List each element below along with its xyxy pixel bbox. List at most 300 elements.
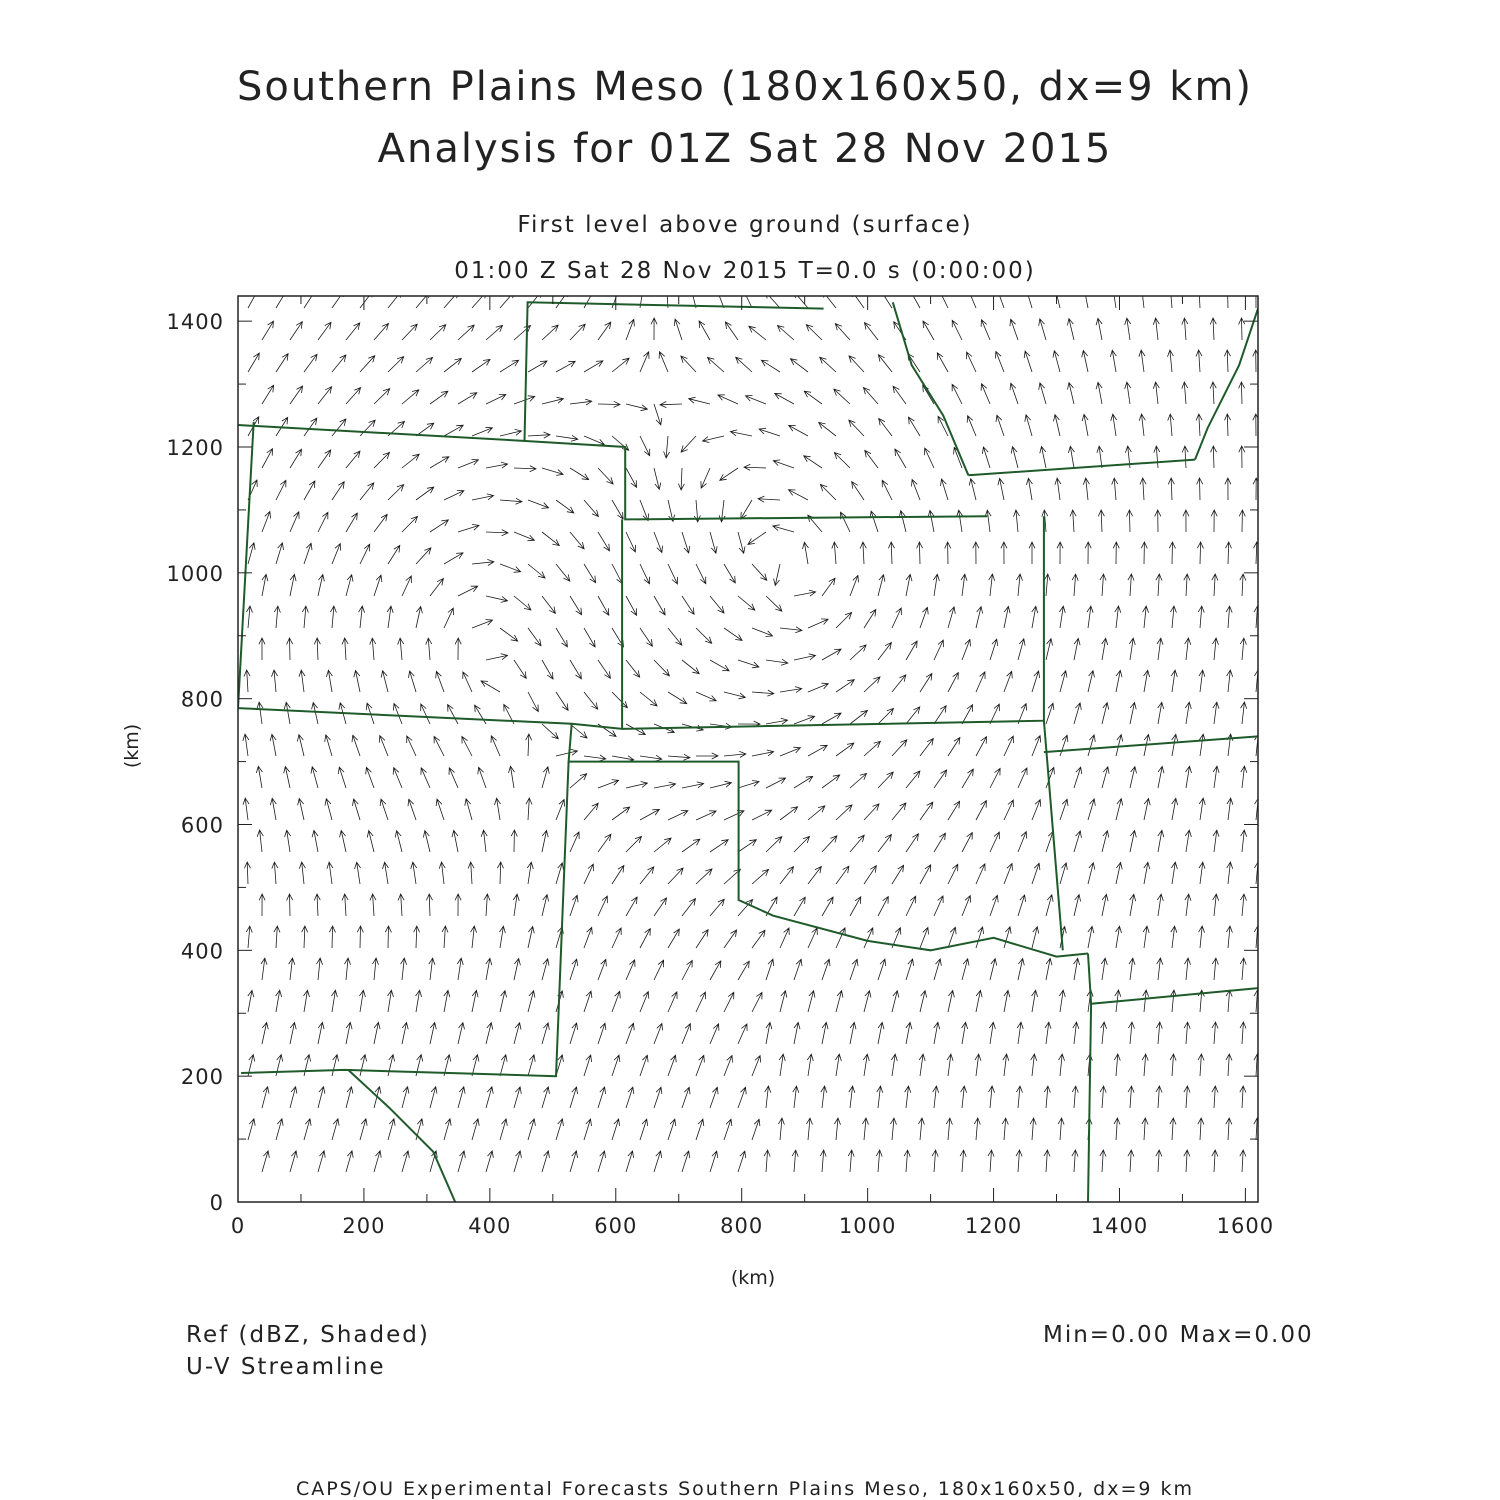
wind-arrow [682, 961, 692, 981]
wind-arrow [766, 1022, 772, 1044]
wind-arrow [962, 640, 971, 661]
wind-arrow [1059, 1054, 1065, 1076]
wind-arrow [807, 1054, 813, 1076]
wind-arrow [962, 896, 971, 916]
wind-arrow [878, 772, 893, 788]
wind-arrow [730, 430, 752, 436]
wind-arrow [481, 830, 487, 852]
wind-arrow [388, 291, 402, 308]
wind-arrow [1213, 766, 1219, 788]
wind-arrow [808, 806, 825, 820]
wind-arrow [938, 416, 948, 436]
wind-arrow [1057, 542, 1063, 564]
wind-arrow [486, 395, 506, 405]
wind-arrow [960, 1150, 966, 1172]
wind-arrow [1116, 670, 1122, 692]
wind-arrow [1168, 478, 1174, 500]
wind-arrow [1039, 319, 1046, 340]
wind-arrow [259, 638, 265, 660]
wind-arrow [906, 1022, 912, 1044]
wind-arrow [570, 1023, 578, 1044]
wind-arrow [1016, 1086, 1022, 1108]
y-tick-label: 1400 [166, 310, 224, 335]
wind-arrow [370, 894, 376, 916]
wind-arrow [509, 766, 515, 788]
wind-arrow [1144, 799, 1150, 821]
wind-arrow [528, 991, 535, 1012]
wind-arrow [262, 574, 268, 596]
wind-arrow [326, 670, 332, 692]
wind-arrow [710, 1151, 718, 1172]
wind-arrow [836, 866, 849, 884]
wind-arrow [976, 990, 982, 1012]
wind-arrow [1129, 638, 1135, 660]
wind-arrow [710, 532, 717, 553]
wind-arrow [752, 870, 769, 885]
wind-arrow [1143, 606, 1149, 628]
wind-arrow [925, 448, 934, 468]
wind-arrow [257, 702, 263, 724]
wind-arrow [584, 500, 598, 517]
wind-arrow [584, 927, 592, 948]
wind-arrow [1128, 574, 1134, 596]
wind-arrow [355, 862, 361, 884]
wind-arrow [256, 766, 262, 788]
wind-arrow [340, 831, 346, 853]
wind-arrow [1082, 286, 1088, 308]
wind-arrow [287, 894, 293, 916]
wind-arrow [584, 1119, 592, 1140]
wind-arrow [246, 926, 252, 948]
wind-arrow [640, 809, 659, 820]
wind-arrow [584, 1055, 592, 1076]
wind-arrow [318, 387, 332, 404]
wind-arrow [1130, 894, 1136, 916]
wind-arrow [370, 638, 376, 660]
wind-arrow [430, 325, 446, 340]
wind-arrow [528, 927, 534, 949]
wind-arrow [542, 895, 549, 916]
wind-arrow [458, 459, 478, 468]
wind-arrow [1070, 510, 1076, 532]
wind-arrow [962, 1022, 968, 1044]
wind-arrow [542, 596, 555, 613]
wind-arrow [1185, 702, 1191, 724]
wind-arrow [945, 542, 951, 564]
wind-arrow [570, 468, 589, 480]
wind-arrow [836, 928, 845, 948]
wind-arrow [862, 1118, 868, 1140]
wind-arrow [1227, 798, 1233, 820]
wind-arrow [495, 798, 501, 820]
wind-arrow [905, 1086, 911, 1108]
wind-arrow [556, 500, 574, 513]
wind-arrow [458, 1023, 465, 1044]
wind-arrow [1213, 638, 1219, 660]
wind-arrow [352, 735, 360, 756]
wind-arrow [1199, 798, 1205, 820]
wind-arrow [710, 596, 724, 613]
wind-arrow [668, 992, 677, 1012]
wind-arrow [792, 1150, 798, 1172]
wind-arrow [430, 1087, 437, 1108]
wind-arrow [689, 397, 710, 404]
wind-arrow [612, 500, 623, 519]
wind-arrow [1016, 1150, 1022, 1172]
wind-arrow [674, 319, 682, 340]
wind-arrow [346, 388, 361, 404]
wind-arrow [373, 958, 379, 980]
wind-arrow [920, 674, 932, 693]
wind-arrow [724, 564, 735, 583]
wind-arrow [584, 628, 595, 647]
wind-arrow [1226, 1118, 1232, 1140]
wind-arrow [287, 638, 293, 660]
wind-arrow [1169, 542, 1175, 564]
wind-arrow [948, 673, 958, 692]
wind-arrow [1116, 735, 1123, 756]
wind-arrow [598, 596, 609, 615]
wind-arrow [556, 863, 563, 884]
wind-arrow [317, 958, 323, 980]
wind-arrow [976, 672, 985, 692]
wind-arrow [1240, 1150, 1246, 1172]
wind-arrow [1116, 926, 1122, 948]
wind-arrow [659, 352, 668, 372]
wind-arrow [500, 291, 514, 308]
wind-arrow [528, 361, 547, 372]
wind-arrow [416, 607, 422, 629]
wind-arrow [850, 576, 859, 597]
wind-arrow [668, 628, 682, 645]
state-boundary-line [893, 302, 969, 475]
wind-arrow [276, 543, 284, 564]
wind-arrow [724, 1119, 732, 1140]
wind-arrow [1212, 574, 1218, 596]
wind-arrow [985, 510, 991, 532]
wind-arrow [877, 1086, 883, 1108]
wind-arrow [736, 357, 752, 372]
wind-arrow [923, 321, 934, 340]
wind-arrow [430, 457, 449, 468]
wind-arrow [664, 436, 670, 458]
wind-arrow [304, 481, 315, 500]
wind-arrow [325, 735, 332, 756]
wind-arrow [941, 479, 949, 500]
wind-arrow [471, 926, 477, 948]
wind-arrow [486, 530, 508, 536]
wind-arrow [1158, 702, 1164, 724]
wind-arrow [752, 992, 762, 1012]
wind-arrow [486, 1087, 493, 1108]
wind-arrow [272, 670, 278, 692]
wind-arrow [1156, 1150, 1162, 1172]
state-boundary-line [238, 425, 987, 519]
wind-arrow [411, 862, 417, 884]
wind-arrow [612, 692, 627, 708]
wind-arrow [710, 1024, 719, 1044]
wind-arrow [1032, 927, 1039, 948]
wind-arrow [388, 545, 400, 564]
wind-arrow [724, 1056, 733, 1077]
wind-arrow [758, 496, 780, 502]
wind-arrow [752, 930, 765, 948]
wind-arrow [395, 831, 402, 852]
wind-arrow [429, 958, 435, 980]
wind-arrow [864, 991, 871, 1012]
wind-arrow [878, 643, 891, 661]
wind-arrow [761, 360, 780, 372]
y-tick-label: 600 [180, 813, 224, 838]
wind-arrow [654, 404, 662, 425]
wind-arrow [766, 959, 774, 980]
wind-arrow [346, 513, 357, 532]
wind-arrow [290, 386, 303, 404]
wind-arrow [500, 1119, 507, 1140]
wind-arrow [398, 894, 404, 916]
wind-arrow [738, 781, 759, 789]
wind-arrow [794, 291, 808, 308]
wind-arrow [299, 862, 305, 884]
wind-arrow [870, 511, 878, 532]
state-boundary-line [348, 1070, 455, 1202]
wind-arrow [526, 734, 532, 756]
wind-arrow [928, 510, 934, 532]
wind-arrow [682, 839, 700, 852]
wind-arrow [402, 1023, 408, 1045]
wind-arrow [290, 322, 302, 340]
wind-arrow [1102, 831, 1109, 852]
wind-arrow [1239, 382, 1245, 404]
wind-arrow [1018, 639, 1025, 660]
wind-arrow [836, 805, 852, 820]
wind-arrow [626, 319, 634, 340]
y-tick-label: 1000 [166, 561, 224, 586]
wind-arrow [962, 959, 969, 980]
wind-arrow [612, 1055, 620, 1076]
wind-arrow [1267, 382, 1273, 404]
plot-frame [238, 296, 1258, 1202]
wind-arrow [878, 835, 891, 853]
wind-arrow [1128, 1022, 1134, 1044]
wind-arrow [766, 718, 788, 724]
wind-arrow [318, 1022, 324, 1044]
wind-arrow [380, 799, 388, 820]
wind-arrow [864, 866, 876, 884]
wind-arrow [863, 1054, 869, 1076]
wind-arrow [752, 628, 773, 637]
wind-arrow [331, 990, 337, 1012]
wind-arrow [481, 681, 500, 692]
wind-arrow [290, 1151, 297, 1172]
wind-arrow [402, 516, 418, 532]
wind-arrow [243, 798, 249, 820]
x-tick-label: 1200 [964, 1214, 1023, 1238]
wind-arrow [285, 830, 291, 852]
wind-arrow [402, 324, 417, 340]
wind-arrow [626, 960, 635, 980]
wind-arrow [393, 704, 402, 725]
wind-arrow [710, 660, 729, 671]
map-title: Southern Plains Meso (180x160x50, dx=9 km) [236, 64, 1254, 110]
wind-arrow [696, 1119, 704, 1140]
wind-arrow [1239, 510, 1245, 532]
wind-arrow [426, 638, 432, 660]
wind-arrow [346, 1022, 352, 1044]
wind-arrow [1032, 671, 1040, 692]
wind-arrow [444, 1119, 451, 1140]
wind-arrow [909, 417, 921, 436]
wind-arrow [1199, 670, 1205, 692]
wind-arrow [1072, 1150, 1078, 1172]
wind-arrow [1185, 638, 1191, 660]
wind-arrow [640, 564, 650, 584]
wind-arrow [514, 1151, 521, 1172]
state-boundary-line [238, 422, 254, 708]
wind-arrow [836, 991, 843, 1012]
wind-arrow [1226, 990, 1232, 1012]
wind-arrow [654, 960, 664, 980]
wind-arrow [820, 484, 836, 500]
wind-arrow [542, 767, 549, 788]
wind-arrow [725, 322, 738, 340]
wind-arrow [1212, 1086, 1218, 1108]
wind-arrow [1182, 446, 1188, 468]
map-level-label: First level above ground (surface) [517, 212, 973, 238]
wind-arrow [1185, 958, 1191, 980]
wind-arrow [961, 1086, 967, 1108]
wind-arrow [820, 357, 836, 372]
wind-arrow [528, 432, 550, 438]
wind-arrow [542, 397, 563, 404]
wind-arrow [332, 355, 346, 372]
wind-arrow [388, 357, 404, 372]
wind-arrow [1040, 447, 1046, 469]
x-axis-title: (km) [730, 1267, 776, 1289]
wind-arrow [486, 958, 492, 980]
wind-arrow [257, 830, 263, 852]
wind-arrow [1083, 478, 1089, 500]
wind-arrow [934, 896, 943, 916]
wind-arrow [528, 564, 545, 578]
wind-arrow [1153, 382, 1159, 404]
wind-arrow [1144, 670, 1150, 692]
wind-arrow [318, 1151, 325, 1172]
wind-arrow [500, 1055, 507, 1076]
wind-arrow [794, 776, 813, 788]
wind-arrow [752, 750, 774, 756]
wind-arrow [923, 385, 934, 404]
wind-arrow [570, 324, 585, 340]
wind-arrow [1116, 799, 1123, 820]
wind-arrow [738, 532, 745, 553]
wind-arrow [570, 724, 587, 738]
wind-arrow [1268, 830, 1274, 852]
wind-arrow [906, 641, 917, 660]
wind-arrow [626, 1151, 634, 1172]
wind-arrow [696, 811, 716, 820]
wind-arrow [892, 740, 907, 756]
wind-arrow [570, 532, 584, 549]
wind-arrow [1002, 1118, 1008, 1140]
wind-arrow [1039, 383, 1046, 404]
wind-arrow [472, 292, 487, 309]
wind-arrow [640, 352, 649, 372]
wind-arrow [462, 737, 472, 757]
wind-arrow [820, 1150, 826, 1172]
wind-arrow [850, 959, 858, 980]
wind-arrow [794, 716, 815, 724]
wind-arrow [1130, 831, 1136, 853]
wind-arrow [775, 393, 794, 404]
wind-arrow [262, 1151, 269, 1172]
wind-arrow [416, 487, 434, 500]
wind-arrow [892, 865, 904, 884]
wind-arrow [1153, 318, 1159, 340]
wind-arrow [682, 532, 690, 553]
wind-arrow [1097, 446, 1103, 468]
wind-arrow [584, 361, 603, 372]
wind-arrow [1072, 574, 1078, 596]
wind-arrow [528, 692, 538, 712]
wind-arrow [1074, 767, 1082, 788]
wind-arrow [696, 753, 718, 759]
wind-arrow [1053, 351, 1060, 372]
wind-arrow [1140, 478, 1146, 500]
wind-arrow [1128, 1150, 1134, 1172]
wind-arrow [513, 894, 519, 916]
wind-arrow [990, 832, 999, 852]
wind-arrow [388, 1055, 395, 1076]
wind-arrow [1227, 670, 1233, 692]
wind-arrow [1026, 478, 1032, 500]
wind-arrow [668, 868, 683, 884]
wind-arrow [542, 959, 549, 980]
wind-arrow [654, 898, 667, 916]
wind-arrow [442, 926, 448, 948]
state-boundary-line [569, 724, 1088, 957]
wind-arrow [401, 958, 407, 980]
wind-arrow [332, 1119, 339, 1140]
wind-arrow [1184, 1086, 1190, 1108]
wind-arrow [766, 837, 782, 852]
wind-arrow [272, 862, 278, 884]
wind-arrow [850, 711, 867, 725]
wind-arrow [274, 606, 280, 628]
wind-arrow [981, 384, 990, 404]
wind-arrow [360, 1119, 367, 1140]
wind-arrow [920, 991, 927, 1012]
state-boundary-line [968, 460, 1195, 476]
wind-arrow [360, 1055, 367, 1076]
wind-arrow [598, 532, 610, 551]
state-boundary-line [1044, 736, 1258, 752]
wind-arrow [598, 780, 619, 788]
wind-arrow [850, 835, 864, 852]
wind-arrow [388, 1119, 395, 1140]
wind-arrow [1060, 671, 1067, 692]
wind-arrow [387, 606, 393, 628]
wind-arrow [989, 1086, 995, 1108]
wind-arrow [584, 289, 595, 308]
wind-arrow [486, 654, 508, 660]
wind-arrow [1240, 958, 1246, 980]
wind-arrow [1184, 574, 1190, 596]
y-tick-label: 200 [180, 1065, 224, 1090]
wind-arrow [880, 290, 892, 309]
wind-arrow [374, 452, 390, 468]
wind-arrow [696, 628, 712, 643]
